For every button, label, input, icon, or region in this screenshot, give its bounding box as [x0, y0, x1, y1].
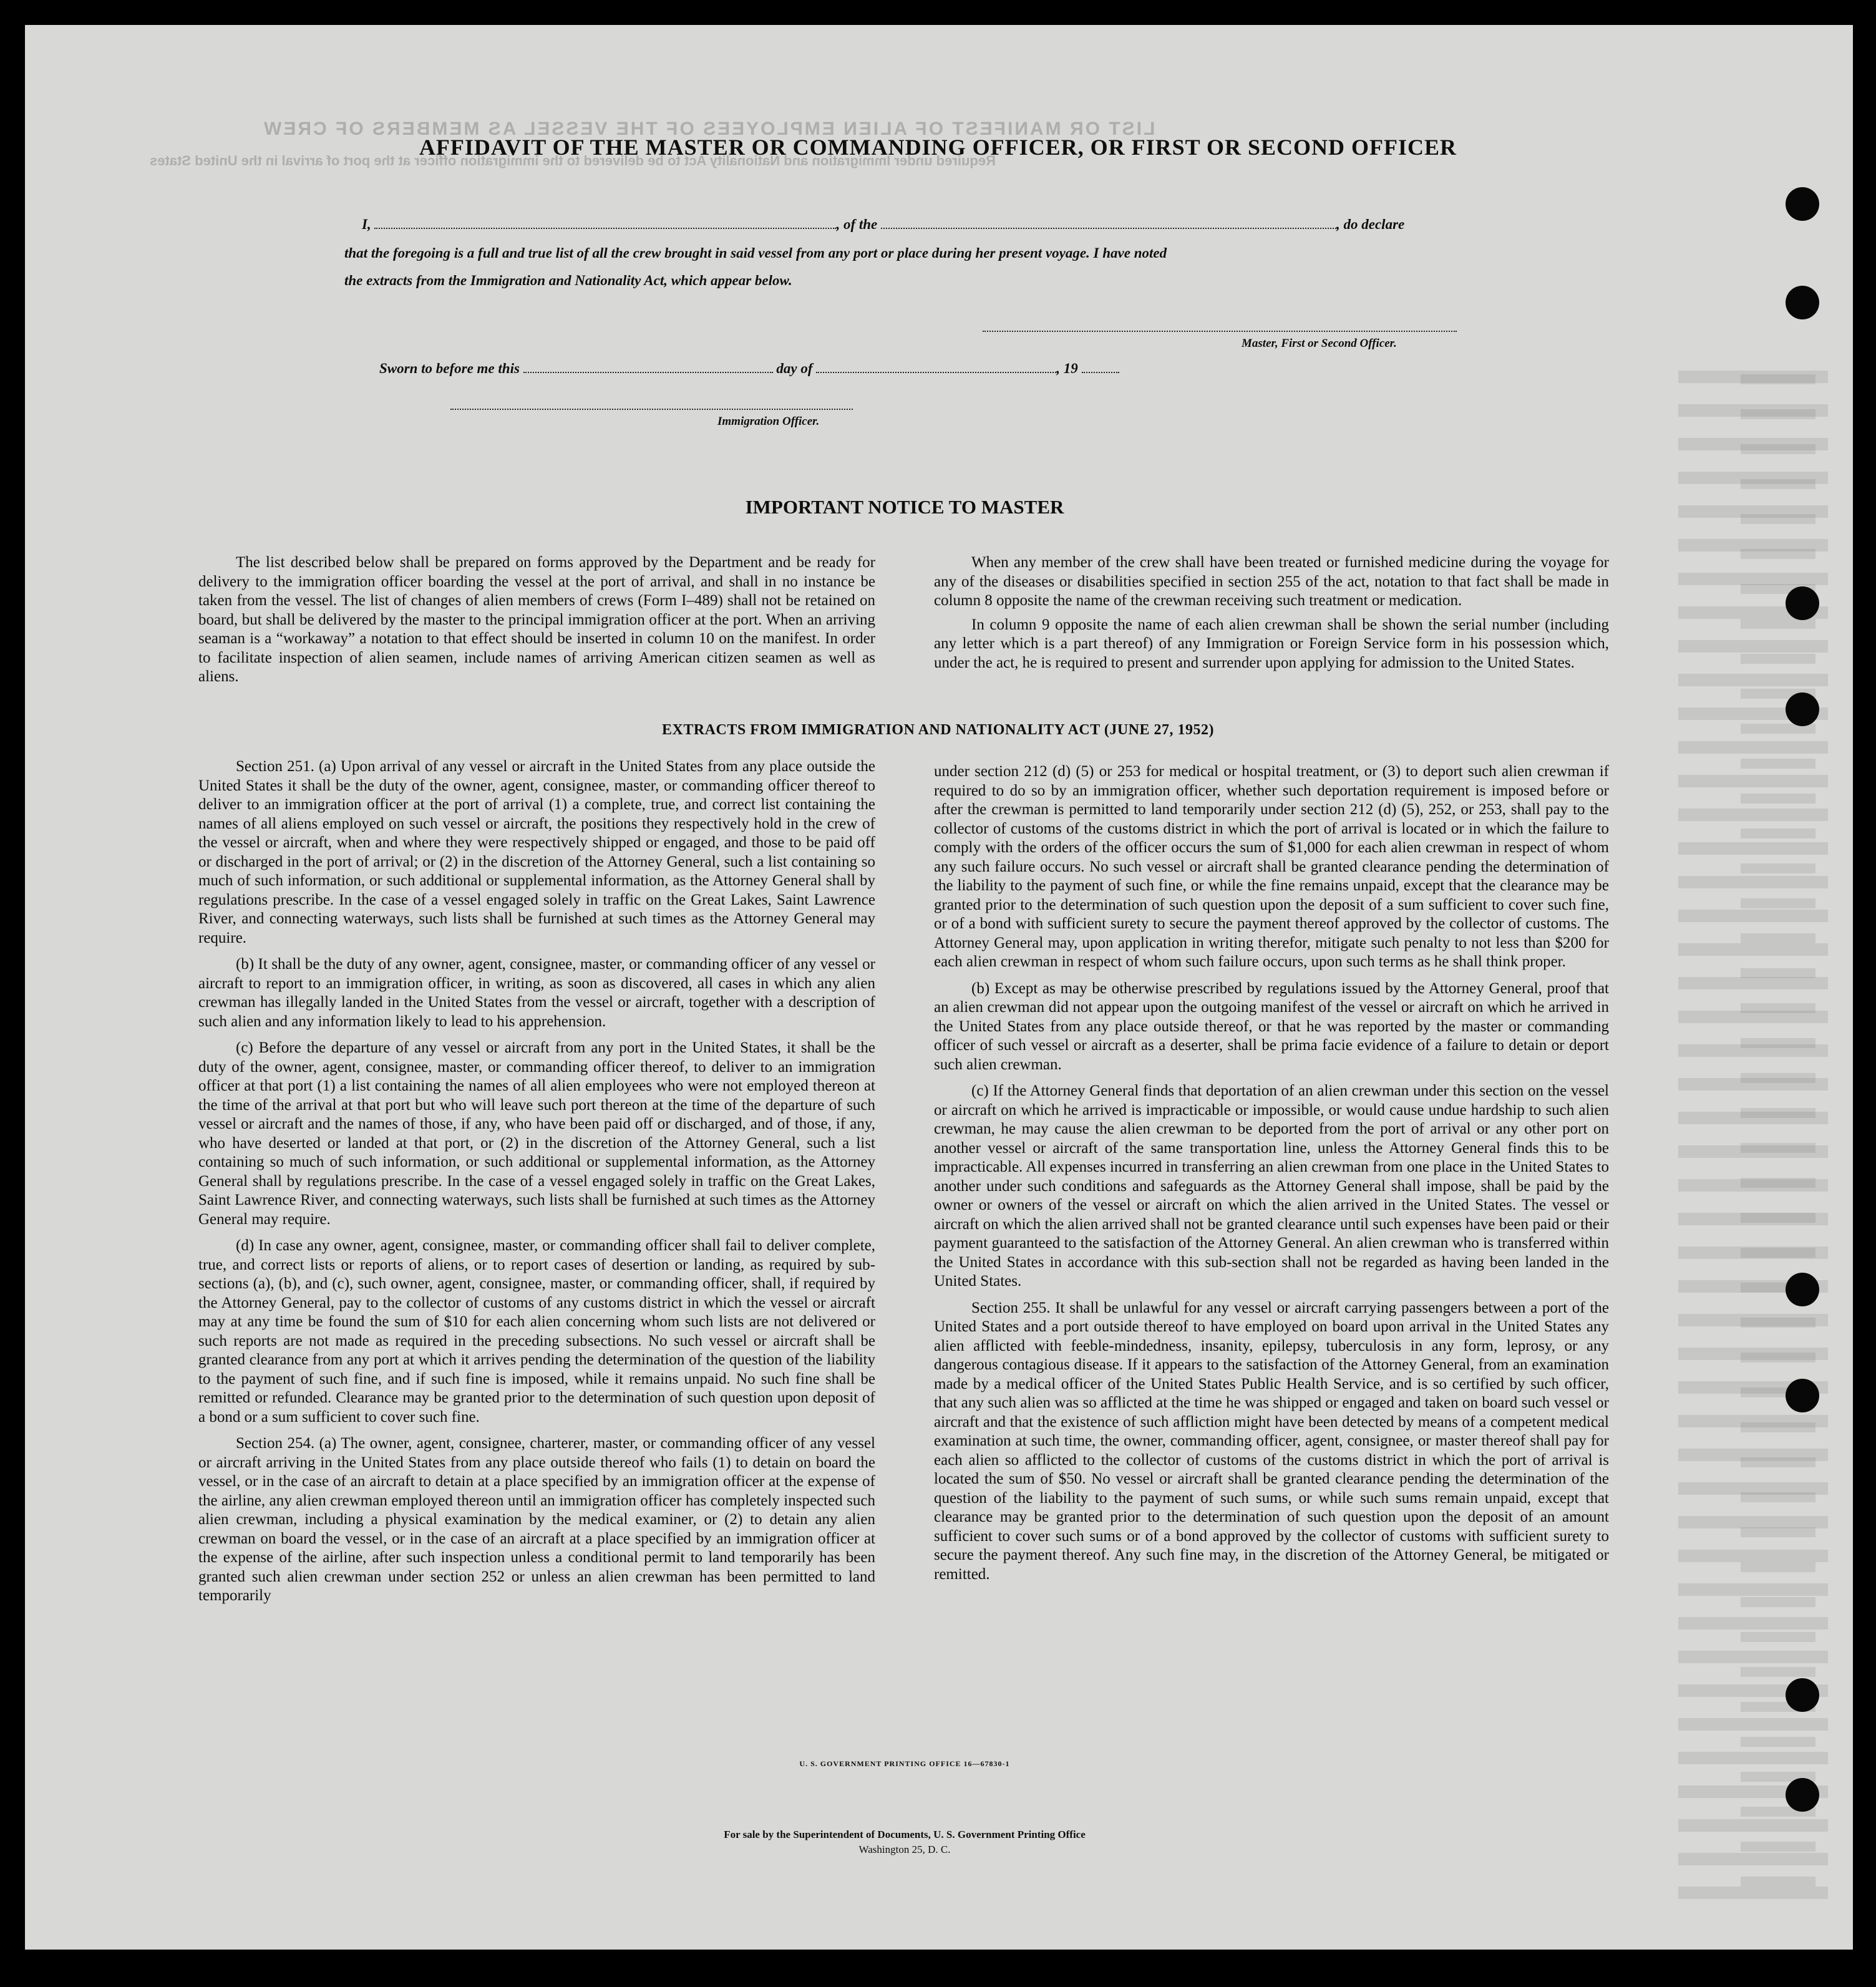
master-caption: Master, First or Second Officer. — [1242, 337, 1397, 350]
sworn-year-field[interactable] — [1082, 361, 1119, 373]
notice-right-paragraph: In column 9 opposite the name of each alien crewman shall be shown the serial number (including any letter which is a part thereof) of any Immigration or Foreign Service form in his possession which, under the act, he is required to present and surrender upon applying for admission to the United States. — [934, 616, 1609, 671]
section-251-a: Section 251. (a) Upon arrival of any vessel or aircraft in the United States from any place outside the United States it shall be the duty of the owner, agent, consignee, master, or commanding officer thereof to deliver to an immigration officer at the port of arrival (1) a complete, true, and correct list containing the names of all aliens employed on such vessel or aircraft, the positions they respectively hold in the crew of the vessel or aircraft, when and where they were respectively shipped or engaged, and those to be paid off or discharged in the port of arrival; or (2) in the discretion of the Attorney General, such a list containing so much of such information, or such additional or supplemental information, as the Attorney General shall by regulations prescribe. In the case of a vessel engaged solely in traffic on the Great Lakes, Saint Lawrence River, and connecting waterways, such lists shall be furnished at such times as the Attorney General may require. — [198, 758, 875, 946]
section-254-a-continued: under section 212 (d) (5) or 253 for medical or hospital treatment, or (3) to deport such alien crewman if required to do so by an immigration officer, whether such deportation requirement is imposed before or after the crewman is permitted to land temporarily under section 212 (d) (5), 252, or 253, shall pay to the collector of customs of the customs district in which the port of arrival is located or in which the failure to comply with the orders of the officer occurs the sum of $1,000 for each alien crewman in respect of whom any such failure occurs. No such vessel or aircraft shall be granted clearance pending the determination of the liability to the payment of such fine, or while the fine remains unpaid, except that the clearance may be granted prior to the determination of such question upon the deposit of a sum sufficient to cover such fine, or of a bond with sufficient surety to secure the payment thereof approved by the collector of customs. The Attorney General may, upon application in writing therefor, mitigate such penalty to not less than $200 for each alien crewman in respect of whom such failure occurs, upon such terms as he shall think proper. — [934, 763, 1609, 970]
notice-title: IMPORTANT NOTICE TO MASTER — [745, 496, 1064, 518]
master-name-field[interactable] — [374, 216, 836, 229]
notice-right-paragraph: When any member of the crew shall have been treated or furnished medicine during the voyage for any of the diseases or disabilities specified in section 255 of the act, notation to that fact shall be made in column 8 opposite the name of the crewman receiving such treatment or medication. — [934, 554, 1609, 609]
do-declare-label: , do declare — [1336, 216, 1405, 232]
notice-left-paragraph: The list described below shall be prepared on forms approved by the Department and be ready for delivery to the immigration officer boarding the vessel at the port of arrival, and shall in no instance be taken from the vessel. The list of changes of alien members of crews (Form I–489) shall not be retained on board, but shall be delivered by the master to the principal immigration officer at the port. When an arriving seaman is a “workaway” a notation to that effect should be inserted in column 10 on the manifest. In order to facilitate inspection of alien seamen, include names of arriving American citizen seamen as well as aliens. — [198, 554, 875, 685]
year-label: , 19 — [1056, 361, 1078, 376]
extracts-left-column — [198, 757, 875, 1606]
master-signature-line[interactable] — [983, 331, 1457, 332]
bleed-through-text: Required under Immigration and Nationality Act to be delivered to the immigration officer at the port of arrival in the United States — [150, 153, 996, 168]
section-254-c: (c) If the Attorney General finds that deportation of an alien crewman under this section on the vessel or aircraft on which he arrived is impracticable or impossible, or would cause undue hardship to such alien crewman, he may cause the alien crewman to be deported from the port of arrival or any other port on another vessel or aircraft of the same transportation line, unless the Attorney General finds this to be impracticable. All expenses incurred in transferring an alien crewman from one place in the United States to another under such conditions and safeguards as the Attorney General shall impose, shall be paid by the owner or owners of the vessel or aircraft on which the alien arrived in the United States. The vessel or aircraft on which the alien arrived shall not be granted clearance until such expenses have been paid or their payment guaranteed to the satisfaction of the Attorney General. An alien crewman who is transferred within the United States in accordance with this sub-section shall not be regarded as having been landed in the United States. — [934, 1082, 1609, 1290]
punch-hole — [1786, 692, 1819, 726]
extracts-right-column — [934, 762, 1609, 1584]
day-of-label: day of — [776, 361, 813, 376]
punch-hole — [1786, 1678, 1819, 1712]
statement-line-1: that the foregoing is a full and true list of all the crew brought in said vessel from any port or place during her present voyage. I have noted — [344, 245, 1167, 261]
punch-hole — [1786, 1379, 1819, 1412]
vessel-name-field[interactable] — [881, 216, 1336, 229]
sworn-line — [379, 361, 1119, 377]
gpo-imprint: U. S. GOVERNMENT PRINTING OFFICE 16—67830-1 — [799, 1759, 1010, 1768]
sworn-day-field[interactable] — [523, 361, 773, 373]
affidavit-title: AFFIDAVIT OF THE MASTER OR COMMANDING OFFICER, OR FIRST OR SECOND OFFICER — [419, 135, 1457, 160]
of-the-label: , of the — [836, 216, 878, 232]
extracts-title: EXTRACTS FROM IMMIGRATION AND NATIONALITY ACT (JUNE 27, 1952) — [662, 722, 1214, 738]
section-251-c: (c) Before the departure of any vessel or aircraft from any port in the United States, it shall be the duty of the owner, agent, consignee, master, or commanding officer thereof, to deliver to an immigration officer at that port (1) a list containing the names of all alien employees who were not employed thereon at the time of the arrival at that port but who will leave such port thereon at the time of the departure of such vessel or aircraft and the names of those, if any, who have been paid off or discharged, and of those, if any, who have deserted or landed at that port, or (2) in the discretion of the Attorney General, such a list containing so much of such information, or such additional or supplemental information, as the Attorney General shall by regulations prescribe. In the case of a vessel engaged solely in traffic on the Great Lakes, Saint Lawrence River, and connecting waterways, such lists shall be furnished at such times as the Attorney General may require. — [198, 1039, 875, 1228]
i-label: I, — [362, 216, 371, 232]
bleed-through-text: LIST OR MANIFEST OF ALIEN EMPLOYEES OF THE VESSEL AS MEMBERS OF CREW — [262, 119, 1155, 139]
section-251-b: (b) It shall be the duty of any owner, agent, consignee, master, or commanding officer of any vessel or aircraft to report to an immigration officer, in writing, as soon as discovered, all cases in which any alien crewman has illegally landed in the United States from the vessel or aircraft, together with a description of such alien and any information likely to lead to his apprehension. — [198, 956, 875, 1030]
notice-left-column — [198, 553, 875, 687]
sworn-month-field[interactable] — [816, 361, 1056, 373]
punch-hole — [1786, 586, 1819, 620]
declaration-line — [362, 216, 1466, 233]
officer-caption: Immigration Officer. — [717, 415, 820, 428]
punch-hole — [1786, 1273, 1819, 1306]
section-251-d: (d) In case any owner, agent, consignee, master, or commanding officer shall fail to deliver complete, true, and correct lists or reports of aliens, or to report cases of desertion or landing, as required by sub-sections (a), (b), and (c), such owner, agent, consignee, master, or commanding officer, shall, if required by the Attorney General, pay to the collector of customs of any customs district in which the vessel or aircraft may at any time be found the sum of $10 for each alien concerning whom such lists are not delivered or such reports are not made as required in the preceding subsections. No such vessel or aircraft shall be granted clearance from any port at which it arrives pending the determination of the question of the liability to the payment of such fine, and if such fine is imposed, while it remains unpaid. No such fine shall be remitted or refunded. Clearance may be granted prior to the determination of such question upon deposit of a bond or a sum sufficient to cover such fine. — [198, 1237, 875, 1426]
section-254-a: Section 254. (a) The owner, agent, consignee, charterer, master, or commanding officer of any vessel or aircraft arriving in the United States from any place outside thereof who fails (1) to detain on board the vessel, or in the case of an aircraft to detain at a place specified by an immigration officer at the expense of the airline, any alien crewman employed thereon until an immigration officer has completely inspected such alien crewman, including a physical examination by the medical examiner, or (2) to detain any alien crewman on board the vessel, or in the case of an aircraft at a place specified by an immigration officer at the expense of the airline, after such inspection unless a conditional permit to land temporarily has been granted such alien crewman under section 252 or unless an alien crewman has been permitted to land temporarily — [198, 1435, 875, 1604]
punch-hole — [1786, 187, 1819, 221]
punch-hole — [1786, 286, 1819, 319]
sale-line-2: Washington 25, D. C. — [858, 1844, 951, 1855]
sale-line-1: For sale by the Superintendent of Documents, U. S. Government Printing Office — [724, 1829, 1086, 1840]
section-255: Section 255. It shall be unlawful for any vessel or aircraft carrying passengers between a port of the United States and a port outside thereof to have employed on board upon arrival in the United States any alien afflicted with feeble-mindedness, insanity, epilepsy, tuberculosis in any form, leprosy, or any dangerous contagious disease. If it appears to the satisfaction of the Attorney General, from an examination made by a medical officer of the United States Public Health Service, and is so certified by such officer, that any such alien was so afflicted at the time he was shipped or engaged and taken on board such vessel or aircraft and that the existence of such affliction might have been detected by means of a competent medical examination at such time, the owner, commanding officer, agent, consignee, or master thereof shall pay for each alien so afflicted to the collector of customs of the customs district in which the port of arrival is located the sum of $50. No vessel or aircraft shall be granted clearance pending the determination of the question of the liability to the payment of such sums, or while such sums remain unpaid, except that clearance may be granted prior to the determination of such question upon the deposit of an amount sufficient to cover such sums or of a bond approved by the collector of customs with sufficient surety to secure the payment thereof. Any such fine may, in the discretion of the Attorney General, be mitigated or remitted. — [934, 1299, 1609, 1583]
section-254-b: (b) Except as may be otherwise prescribed by regulations issued by the Attorney General, proof that an alien crewman did not appear upon the outgoing manifest of the vessel or aircraft on which he arrived in the United States from any place outside thereof, or that he was reported by the master or commanding officer of such vessel or aircraft as a deserter, shall be prima facie evidence of a failure to detain or deport such alien crewman. — [934, 979, 1609, 1073]
punch-hole — [1786, 1778, 1819, 1812]
statement-line-2: the extracts from the Immigration and Nationality Act, which appear below. — [344, 273, 792, 288]
notice-right-column — [934, 553, 1609, 673]
officer-signature-line[interactable] — [450, 409, 853, 410]
sworn-label: Sworn to before me this — [379, 361, 520, 376]
